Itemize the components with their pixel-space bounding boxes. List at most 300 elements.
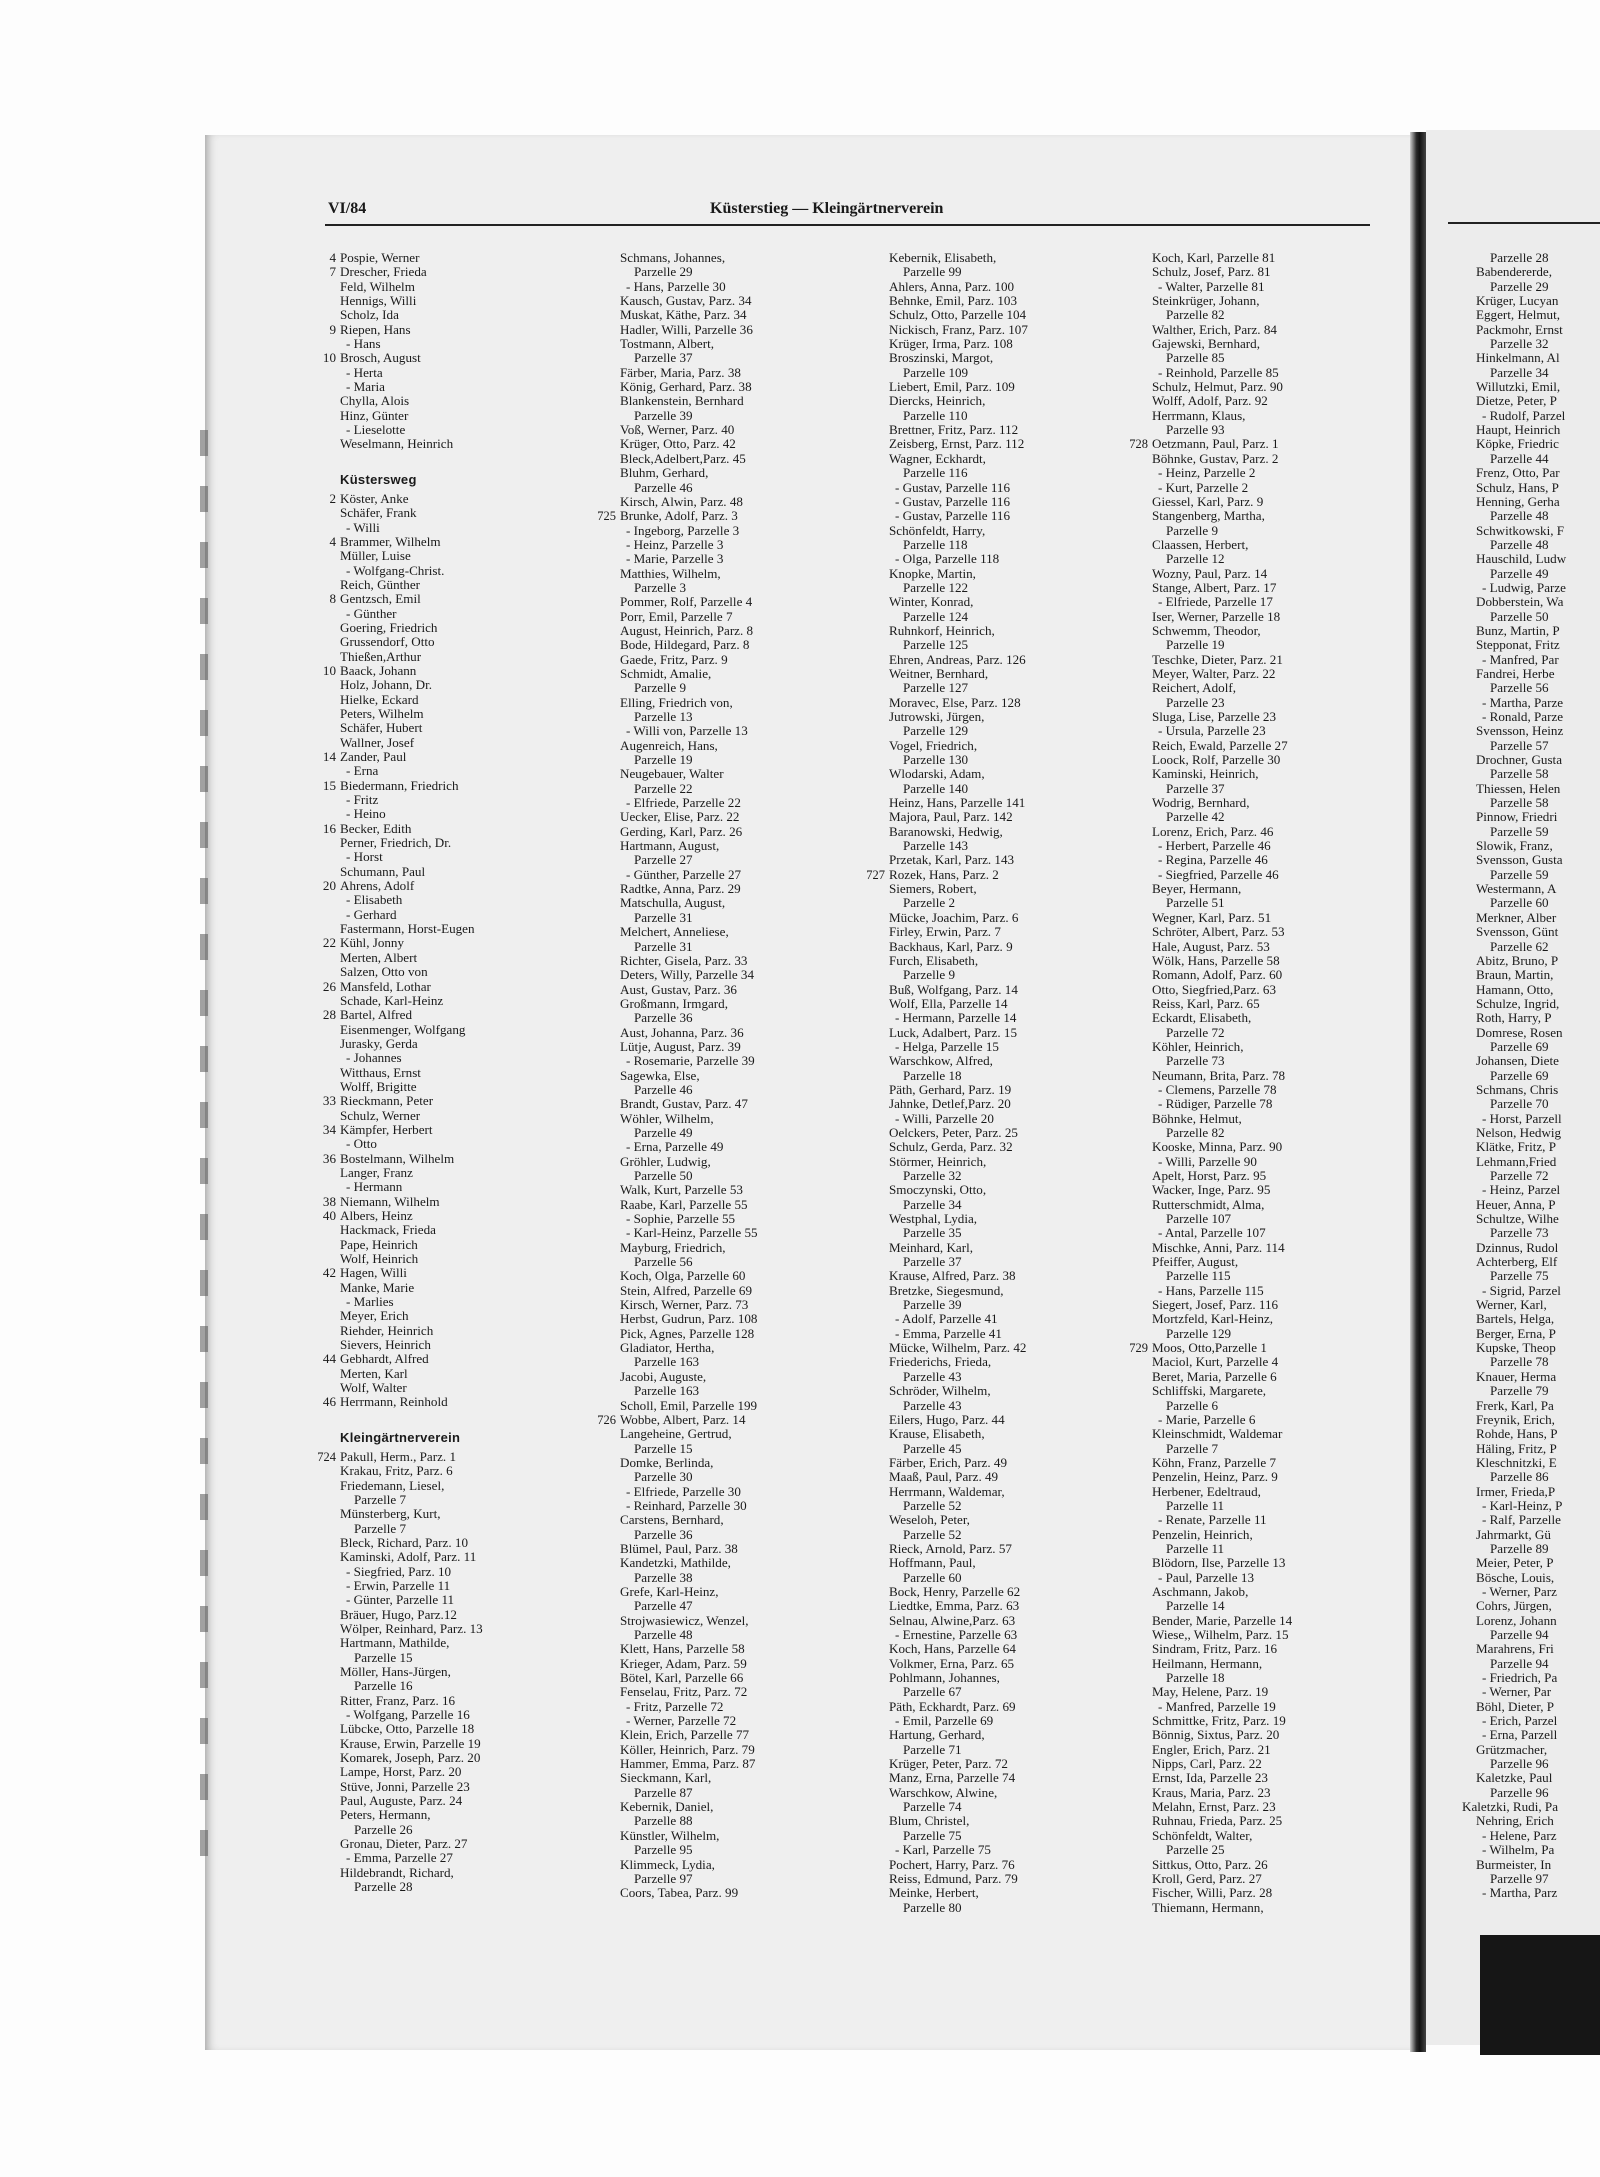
street-name: Kleingärtnerverein <box>340 1429 461 1445</box>
entry-text: Parzelle 69 <box>1490 1067 1549 1083</box>
entry-text: Herrmann, Waldemar, <box>889 1483 1005 1499</box>
entry-text: Häling, Fritz, P <box>1476 1440 1557 1456</box>
entry-text: Winter, Konrad, <box>889 594 974 610</box>
entry-text: Schmans, Johannes, <box>620 250 726 265</box>
entry-text: Parzelle 49 <box>1490 565 1549 581</box>
entry-text: Voß, Werner, Parz. 40 <box>620 422 735 438</box>
entry-text: Parzelle 52 <box>903 1497 962 1513</box>
entry-text: Koch, Hans, Parzelle 64 <box>889 1641 1016 1657</box>
entry-text: Knauer, Herma <box>1476 1368 1557 1384</box>
entry-text: Koch, Olga, Parzelle 60 <box>620 1268 746 1284</box>
entry-text: Parzelle 25 <box>1166 1842 1225 1858</box>
entry-text: Manke, Marie <box>340 1279 415 1295</box>
entry-text: - Friedrich, Pa <box>1482 1670 1558 1686</box>
entry-text: Dietze, Peter, P <box>1476 393 1557 409</box>
entry-text: Mischke, Anni, Parz. 114 <box>1152 1239 1285 1255</box>
entry-text: Coors, Tabea, Parz. 99 <box>620 1885 739 1901</box>
entry-text: - Elfriede, Parzelle 22 <box>626 795 741 811</box>
entry-text: Reich, Günther <box>340 576 420 592</box>
entry-text: Muskat, Käthe, Parz. 34 <box>620 307 747 323</box>
entry-text: Parzelle 59 <box>1490 823 1549 839</box>
entry-text: - Erwin, Parzelle 11 <box>346 1577 451 1593</box>
entry-text: August, Heinrich, Parz. 8 <box>620 622 754 638</box>
entry-text: Peters, Wilhelm <box>340 705 424 721</box>
entry-text: Köhn, Franz, Parzelle 7 <box>1152 1454 1276 1470</box>
entry-text: Reichert, Adolf, <box>1152 680 1236 696</box>
entry-text: Parzelle 56 <box>634 1254 693 1270</box>
entry-text: - Erna <box>346 763 379 779</box>
entry-text: Wöhler, Wilhelm, <box>620 1110 714 1126</box>
entry-text: Klätke, Fritz, P <box>1476 1139 1557 1155</box>
entry-text: Parzelle 107 <box>1166 1211 1232 1227</box>
entry-text: Parzelle 37 <box>634 350 693 366</box>
entry-text: - Ursula, Parzelle 23 <box>1158 723 1266 739</box>
entry-text: Schulz, Hans, P <box>1476 479 1559 495</box>
entry-text: Bartels, Helga, <box>1476 1311 1555 1327</box>
entry-text: Schäfer, Frank <box>340 505 417 521</box>
entry-text: Riepen, Hans <box>340 321 411 337</box>
entry-text: - Sophie, Parzelle 55 <box>626 1211 736 1227</box>
entry-text: Ernst, Ida, Parzelle 23 <box>1152 1770 1268 1786</box>
entry-text: Parzelle 7 <box>1166 1440 1218 1456</box>
entry-text: Diercks, Heinrich, <box>889 393 986 409</box>
entry-text: Parzelle 39 <box>634 407 693 423</box>
right-page-header-rule <box>1448 222 1600 224</box>
entry-text: Päth, Gerhard, Parz. 19 <box>889 1081 1012 1097</box>
entry-text: Matthies, Wilhelm, <box>620 565 721 581</box>
entry-text: - Manfred, Parzelle 19 <box>1158 1698 1276 1714</box>
entry-text: Luck, Adalbert, Parz. 15 <box>889 1024 1017 1040</box>
entry-text: Parzelle 47 <box>634 1598 693 1614</box>
entry-text: Parzelle 99 <box>903 264 962 280</box>
entry-text: Pape, Heinrich <box>340 1236 418 1252</box>
entry-text: Majora, Paul, Parz. 142 <box>889 809 1013 825</box>
entry-text: Parzelle 46 <box>634 479 693 495</box>
entry-text: - Hermann, Parzelle 14 <box>895 1010 1017 1026</box>
entry-text: Ehren, Andreas, Parz. 126 <box>889 651 1026 667</box>
entry-text: Manz, Erna, Parzelle 74 <box>889 1770 1016 1786</box>
entry-text: Sagewka, Else, <box>620 1067 700 1083</box>
entry-text: Parzelle 88 <box>634 1813 693 1829</box>
entry-text: - Fritz, Parzelle 72 <box>626 1698 724 1714</box>
entry-text: - Elisabeth <box>346 892 403 908</box>
entry-text: Hackmack, Frieda <box>340 1222 436 1238</box>
entry-text: Schumann, Paul <box>340 863 426 879</box>
entry-text: Parzelle 78 <box>1490 1354 1549 1370</box>
entry-text: Penzelin, Heinrich, <box>1152 1526 1253 1542</box>
house-number: 729 <box>1129 1341 1148 1356</box>
entry-text: Strojwasiewicz, Wenzel, <box>620 1612 749 1628</box>
entry-text: - Herta <box>346 364 383 380</box>
entry-text: Parzelle 42 <box>1166 809 1225 825</box>
entry-text: Lampe, Horst, Parz. 20 <box>340 1764 462 1780</box>
entry-text: Albers, Heinz <box>340 1208 413 1223</box>
entry-text: Kaminski, Adolf, Parz. 11 <box>340 1549 477 1565</box>
entry-text: Mayburg, Friedrich, <box>620 1239 726 1255</box>
entry-text: - Martha, Parz <box>1482 1885 1558 1901</box>
entry-text: Westphal, Lydia, <box>889 1211 978 1227</box>
entry-text: Svensson, Günt <box>1476 924 1559 940</box>
entry-text: - Ralf, Parzelle <box>1482 1512 1561 1528</box>
entry-text: Fenselau, Fritz, Parz. 72 <box>620 1684 748 1700</box>
house-number: 38 <box>322 1193 336 1209</box>
entry-text: Kroll, Gerd, Parz. 27 <box>1152 1870 1262 1886</box>
entry-text: Böhnke, Helmut, <box>1152 1110 1242 1126</box>
entry-text: Pick, Agnes, Parzelle 128 <box>620 1325 755 1341</box>
entry-text: Schulz, Gerda, Parz. 32 <box>889 1139 1013 1155</box>
entry-text: Schönfeldt, Harry, <box>889 522 986 538</box>
house-number: 727 <box>866 867 885 882</box>
entry-text: Kirsch, Alwin, Parz. 48 <box>620 493 743 509</box>
entry-text: Achterberg, Elf <box>1476 1254 1558 1270</box>
entry-text: Hauschild, Ludw <box>1476 551 1567 567</box>
entry-text: - Ludwig, Parze <box>1482 579 1566 595</box>
entry-text: Chylla, Alois <box>340 393 410 409</box>
entry-text: Krieger, Adam, Parz. 59 <box>620 1655 747 1671</box>
entry-text: Parzelle 163 <box>634 1383 700 1399</box>
entry-text: Parzelle 62 <box>1490 938 1549 954</box>
entry-text: - Hermann <box>346 1179 403 1195</box>
entry-text: Blümel, Paul, Parz. 38 <box>620 1540 738 1556</box>
entry-text: Sieckmann, Karl, <box>620 1770 712 1786</box>
entry-text: Eilers, Hugo, Parz. 44 <box>889 1411 1005 1427</box>
entry-text: - Heino <box>346 806 386 822</box>
entry-text: Teschke, Dieter, Parz. 21 <box>1152 651 1283 667</box>
entry-text: Krause, Alfred, Parz. 38 <box>889 1268 1016 1284</box>
entry-text: Schröder, Wilhelm, <box>889 1383 991 1399</box>
entry-text: Bartel, Alfred <box>340 1007 412 1023</box>
entry-text: Gentzsch, Emil <box>340 591 421 607</box>
entry-text: Otto, Siegfried,Parz. 63 <box>1152 981 1277 997</box>
entry-text: Peters, Hermann, <box>340 1807 431 1823</box>
entry-text: Hielke, Eckard <box>340 691 419 707</box>
entry-text: Mansfeld, Lothar <box>340 978 431 994</box>
entry-text: Parzelle 50 <box>1490 608 1549 624</box>
entry-text: Stange, Albert, Parz. 17 <box>1152 579 1277 595</box>
entry-text: - Olga, Parzelle 118 <box>895 551 1000 567</box>
entry-text: Parzelle 70 <box>1490 1096 1549 1112</box>
entry-text: Wiese,, Wilhelm, Parz. 15 <box>1152 1627 1289 1642</box>
entry-text: - Helga, Parzelle 15 <box>895 1038 999 1054</box>
entry-text: Parzelle 69 <box>1490 1038 1549 1054</box>
entry-text: Parzelle 46 <box>634 1081 693 1097</box>
entry-text: Elling, Friedrich von, <box>620 694 733 710</box>
entry-text: Parzelle 7 <box>354 1491 406 1507</box>
entry-text: - Ronald, Parze <box>1482 709 1564 724</box>
entry-text: Bluhm, Gerhard, <box>620 465 709 481</box>
entry-text: Böhl, Dieter, P <box>1476 1698 1555 1714</box>
entry-text: Aust, Johanna, Parz. 36 <box>620 1024 744 1040</box>
entry-text: Hadler, Willi, Parzelle 36 <box>620 321 753 337</box>
entry-text: - Kurt, Parzelle 2 <box>1158 479 1249 495</box>
entry-text: Köster, Anke <box>340 490 409 506</box>
entry-text: Parzelle 29 <box>634 264 693 280</box>
entry-text: Stein, Alfred, Parzelle 69 <box>620 1282 752 1298</box>
house-number: 728 <box>1129 437 1148 452</box>
entry-text: Bösche, Louis, <box>1476 1569 1555 1585</box>
entry-text: - Emil, Parzelle 69 <box>895 1713 994 1729</box>
entry-text: Künstler, Wilhelm, <box>620 1827 720 1843</box>
entry-text: Salzen, Otto von <box>340 964 428 980</box>
entry-text: Pommer, Rolf, Parzelle 4 <box>620 594 753 610</box>
entry-text: Johansen, Diete <box>1476 1053 1559 1069</box>
entry-text: Sluga, Lise, Parzelle 23 <box>1152 709 1276 724</box>
entry-text: Merkner, Alber <box>1476 909 1557 925</box>
entry-text: - Horst, Parzell <box>1482 1110 1562 1126</box>
entry-text: - Siegfried, Parz. 10 <box>346 1563 452 1579</box>
entry-text: Herrmann, Klaus, <box>1152 407 1246 423</box>
entry-text: Hagen, Willi <box>340 1265 407 1281</box>
entry-text: Schmidt, Amalie, <box>620 665 712 681</box>
entry-text: Parzelle 97 <box>1490 1870 1549 1886</box>
entry-text: Zeisberg, Ernst, Parz. 112 <box>889 436 1025 452</box>
entry-text: Schäfer, Hubert <box>340 720 423 736</box>
entry-text: Roth, Harry, P <box>1476 1010 1552 1026</box>
entry-text: Parzelle 6 <box>1166 1397 1218 1413</box>
entry-text: Thießen,Arthur <box>340 648 422 664</box>
entry-text: Kaletzke, Paul <box>1476 1770 1553 1786</box>
entry-text: Maaß, Paul, Parz. 49 <box>889 1469 999 1485</box>
entry-text: Parzelle 18 <box>1166 1670 1225 1686</box>
entry-text: Parzelle 73 <box>1166 1053 1225 1069</box>
entry-text: Behnke, Emil, Parz. 103 <box>889 293 1018 309</box>
entry-text: Parzelle 48 <box>1490 536 1549 552</box>
entry-text: Dzinnus, Rudol <box>1476 1239 1559 1255</box>
entry-text: - Lieselotte <box>346 422 406 438</box>
entry-text: Heuer, Anna, P <box>1476 1196 1556 1212</box>
entry-text: Wolff, Brigitte <box>340 1078 417 1094</box>
entry-text: Parzelle 80 <box>903 1899 962 1915</box>
entry-text: Parzelle 13 <box>634 709 693 724</box>
house-number: 44 <box>322 1351 336 1367</box>
entry-text: Hildebrandt, Richard, <box>340 1864 454 1880</box>
entry-text: Parzelle 43 <box>903 1397 962 1413</box>
entry-text: Parzelle 118 <box>903 536 968 552</box>
entry-text: Wobbe, Albert, Parz. 14 <box>620 1411 746 1427</box>
entry-text: Blödorn, Ilse, Parzelle 13 <box>1152 1555 1286 1571</box>
entry-text: Störmer, Heinrich, <box>889 1153 987 1169</box>
entry-text: Liebert, Emil, Parz. 109 <box>889 379 1015 395</box>
entry-text: Domke, Berlinda, <box>620 1454 714 1470</box>
entry-text: Gröhler, Ludwig, <box>620 1153 711 1169</box>
entry-text: Parzelle 32 <box>903 1168 962 1183</box>
entry-text: - Werner, Par <box>1482 1684 1552 1700</box>
entry-text: Kandetzki, Mathilde, <box>620 1555 731 1571</box>
entry-text: Hartmann, August, <box>620 838 720 854</box>
entry-text: Köpke, Friedric <box>1476 436 1559 452</box>
entry-text: Melchert, Anneliese, <box>620 924 729 940</box>
entry-text: Blankenstein, Bernhard <box>620 393 744 409</box>
entry-text: Schwemm, Theodor, <box>1152 622 1261 638</box>
entry-text: Parzelle 56 <box>1490 680 1549 696</box>
entry-text: Witthaus, Ernst <box>340 1064 421 1080</box>
entry-text: Schulze, Ingrid, <box>1476 995 1560 1011</box>
entry-text: Parzelle 29 <box>1490 278 1549 294</box>
entry-text: - Herbert, Parzelle 46 <box>1158 838 1271 854</box>
house-number: 16 <box>322 820 336 836</box>
entry-text: Parzelle 89 <box>1490 1540 1549 1556</box>
entry-text: Sievers, Heinrich <box>340 1337 431 1353</box>
entry-text: Weitner, Bernhard, <box>889 665 989 681</box>
entry-text: Berger, Erna, P <box>1476 1325 1556 1341</box>
entry-text: Parzelle 110 <box>903 407 968 423</box>
entry-text: Braun, Martin, <box>1476 967 1554 983</box>
entry-text: - Günther, Parzelle 27 <box>626 866 742 882</box>
entry-text: Bräuer, Hugo, Parz.12 <box>340 1606 457 1622</box>
entry-text: Bleck,Adelbert,Parz. 45 <box>620 450 746 466</box>
entry-text: - Gerhard <box>346 906 397 922</box>
entry-text: Schönfeldt, Walter, <box>1152 1827 1253 1843</box>
entry-text: - Regina, Parzelle 46 <box>1158 852 1268 868</box>
entry-text: Warschkow, Alwine, <box>889 1784 998 1800</box>
entry-text: Lübcke, Otto, Parzelle 18 <box>340 1721 475 1737</box>
entry-text: Ruhnkorf, Heinrich, <box>889 622 995 638</box>
entry-text: Parzelle 85 <box>1166 350 1225 366</box>
entry-text: Liedtke, Emma, Parz. 63 <box>889 1598 1020 1614</box>
entry-text: Ritter, Franz, Parz. 16 <box>340 1692 456 1708</box>
entry-text: Hennigs, Willi <box>340 293 417 309</box>
entry-text: Parzelle 57 <box>1490 737 1549 753</box>
entry-text: Meyer, Erich <box>340 1308 409 1324</box>
entry-text: Kämpfer, Herbert <box>340 1121 433 1137</box>
entry-text: Parzelle 94 <box>1490 1627 1549 1642</box>
entry-text: Niemann, Wilhelm <box>340 1193 440 1209</box>
entry-text: Schulz, Werner <box>340 1107 421 1123</box>
entry-text: - Horst <box>346 849 383 865</box>
entry-text: Slowik, Franz, <box>1476 838 1553 854</box>
entry-text: Frenz, Otto, Par <box>1476 465 1560 481</box>
entry-text: - Maria <box>346 379 385 395</box>
entry-text: Parzelle 73 <box>1490 1225 1549 1241</box>
entry-text: Sindram, Fritz, Parz. 16 <box>1152 1641 1278 1657</box>
entry-text: - Elfriede, Parzelle 30 <box>626 1483 741 1499</box>
house-number: 36 <box>322 1150 336 1166</box>
entry-text: Parzelle 35 <box>903 1225 962 1241</box>
entry-text: Parzelle 129 <box>903 723 969 739</box>
entry-text: - Werner, Parz <box>1482 1583 1557 1599</box>
entry-text: Baack, Johann <box>340 662 417 678</box>
entry-text: - Karl, Parzelle 75 <box>895 1842 991 1858</box>
entry-text: Parzelle 9 <box>1166 522 1218 538</box>
entry-text: Parzelle 28 <box>354 1879 413 1895</box>
entry-text: Schwitkowski, F <box>1476 522 1565 538</box>
entry-text: Gladiator, Hertha, <box>620 1340 715 1356</box>
entry-text: Drochner, Gusta <box>1476 752 1563 768</box>
entry-text: Parzelle 71 <box>903 1741 962 1757</box>
entry-text: Parzelle 7 <box>354 1520 406 1536</box>
entry-text: Packmohr, Ernst <box>1476 321 1563 337</box>
entry-text: Parzelle 32 <box>1490 336 1549 352</box>
entry-text: Brammer, Wilhelm <box>340 533 441 549</box>
entry-text: Parzelle 18 <box>903 1067 962 1083</box>
entry-text: Köhler, Heinrich, <box>1152 1038 1244 1054</box>
binding-edge-marks <box>200 430 214 1990</box>
entry-text: Paul, Auguste, Parz. 24 <box>340 1793 463 1809</box>
entry-text: Oetzmann, Paul, Parz. 1 <box>1152 436 1279 452</box>
entry-text: Schmittke, Fritz, Parz. 19 <box>1152 1713 1286 1729</box>
entry-text: Schulz, Helmut, Parz. 90 <box>1152 379 1283 395</box>
entry-text: Parzelle 23 <box>1166 694 1225 710</box>
entry-text: Riehder, Heinrich <box>340 1322 434 1338</box>
entry-text: Parzelle 82 <box>1166 307 1225 323</box>
entry-text: Münsterberg, Kurt, <box>340 1506 441 1522</box>
entry-text: - Renate, Parzelle 11 <box>1158 1512 1267 1528</box>
entry-text: Parzelle 15 <box>354 1649 413 1665</box>
entry-text: Friederichs, Frieda, <box>889 1354 992 1370</box>
entry-text: Stangenberg, Martha, <box>1152 508 1265 524</box>
entry-text: Böhnke, Gustav, Parz. 2 <box>1152 450 1279 466</box>
entry-text: - Heinz, Parzel <box>1482 1182 1561 1198</box>
entry-text: Hinz, Günter <box>340 407 409 423</box>
entry-text: Uecker, Elise, Parz. 22 <box>620 809 740 825</box>
entry-text: Parzelle 163 <box>634 1354 700 1370</box>
page-title: Küsterstieg — Kleingärtnerverein <box>710 200 944 217</box>
entry-text: Bender, Marie, Parzelle 14 <box>1152 1612 1293 1628</box>
entry-text: Parzelle 116 <box>903 465 968 481</box>
entry-text: Parzelle 2 <box>903 895 955 911</box>
entry-text: Krause, Erwin, Parzelle 19 <box>340 1735 481 1751</box>
entry-text: - Johannes <box>346 1050 402 1066</box>
entry-text: Hinkelmann, Al <box>1476 350 1560 366</box>
entry-text: Moravec, Else, Parz. 128 <box>889 694 1021 710</box>
entry-text: - Wolfgang, Parzelle 16 <box>346 1707 470 1722</box>
entry-text: Cohrs, Jürgen, <box>1476 1598 1552 1614</box>
entry-text: - Marlies <box>346 1294 394 1310</box>
entry-text: Parzelle 11 <box>1166 1540 1225 1556</box>
entry-text: Koch, Karl, Parzelle 81 <box>1152 250 1276 265</box>
entry-text: - Ingeborg, Parzelle 3 <box>626 522 740 538</box>
entry-text: - Günther <box>346 605 397 621</box>
entry-text: Parzelle 122 <box>903 579 969 595</box>
entry-text: - Gustav, Parzelle 116 <box>895 493 1011 509</box>
entry-text: - Otto <box>346 1136 377 1152</box>
entry-text: Meinhard, Karl, <box>889 1239 973 1255</box>
entry-text: Iser, Werner, Parzelle 18 <box>1152 608 1281 624</box>
entry-text: Großmann, Irmgard, <box>620 995 728 1011</box>
entry-text: Parzelle 95 <box>634 1842 693 1858</box>
entry-text: Rieck, Arnold, Parz. 57 <box>889 1540 1012 1556</box>
entry-text: Parzelle 37 <box>1166 780 1225 796</box>
entry-text: Wagner, Eckhardt, <box>889 450 986 466</box>
entry-text: - Sigrid, Parzel <box>1482 1282 1561 1298</box>
entry-text: - Erna, Parzell <box>1482 1727 1558 1743</box>
entry-text: Parzelle 58 <box>1490 766 1549 782</box>
page-edge-shadow <box>1480 1935 1600 2055</box>
entry-text: Haupt, Heinrich <box>1476 422 1561 438</box>
entry-text: Parzelle 75 <box>903 1827 962 1843</box>
entry-text: Parzelle 50 <box>634 1168 693 1183</box>
entry-text: Heilmann, Hermann, <box>1152 1655 1263 1671</box>
entry-text: Parzelle 19 <box>1166 637 1225 653</box>
entry-text: Ruhnau, Frieda, Parz. 25 <box>1152 1813 1283 1829</box>
entry-text: Scholl, Emil, Parzelle 199 <box>620 1397 758 1413</box>
entry-text: Thiemann, Hermann, <box>1152 1899 1264 1915</box>
entry-text: Zander, Paul <box>340 749 407 764</box>
entry-text: Färber, Erich, Parz. 49 <box>889 1454 1008 1470</box>
entry-text: Krakau, Fritz, Parz. 6 <box>340 1463 453 1479</box>
house-number: 726 <box>597 1412 616 1427</box>
entry-text: Svensson, Heinz <box>1476 723 1564 739</box>
entry-text: Jahnke, Detlef,Parz. 20 <box>889 1096 1011 1112</box>
entry-text: Radtke, Anna, Parz. 29 <box>620 881 741 897</box>
entry-text: Parzelle 9 <box>903 967 955 983</box>
house-number: 20 <box>322 878 336 894</box>
house-number: 40 <box>322 1208 336 1223</box>
entry-text: Langeheine, Gertrud, <box>620 1426 732 1442</box>
entry-text: Stüve, Jonni, Parzelle 23 <box>340 1778 470 1794</box>
entry-text: Carstens, Bernhard, <box>620 1512 724 1528</box>
entry-text: Lorenz, Erich, Parz. 46 <box>1152 823 1274 839</box>
